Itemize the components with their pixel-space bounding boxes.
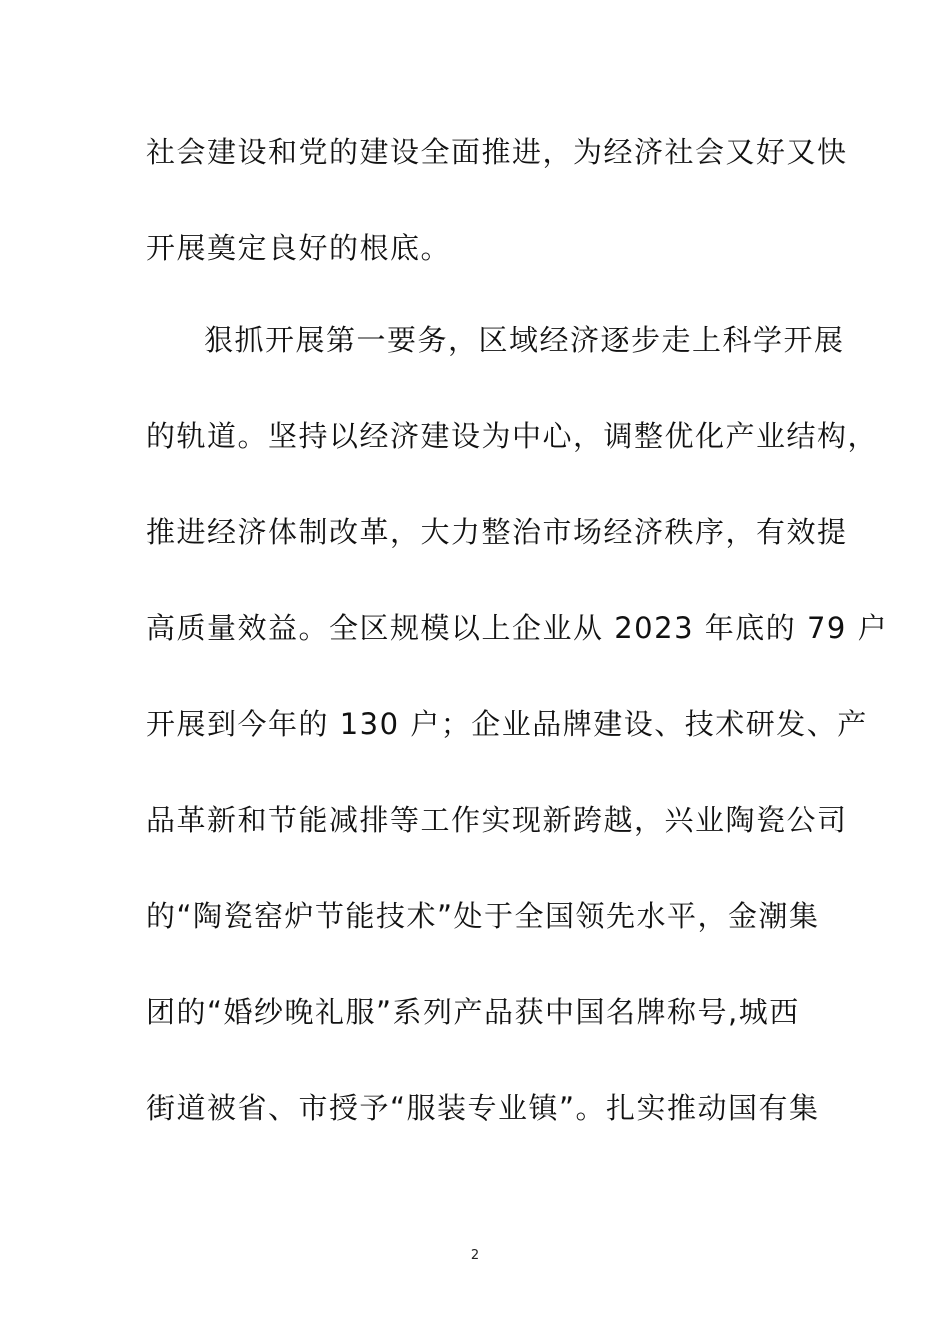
page-number: 2 xyxy=(470,1248,480,1263)
text-line: 高质量效益。全区规模以上企业从 2023 年底的 79 户 xyxy=(146,611,889,645)
text-line: 开展奠定良好的根底。 xyxy=(146,231,452,265)
text-line: 的轨道。坚持以经济建设为中心，调整优化产业结构， xyxy=(146,419,879,453)
body-text xyxy=(146,126,889,1178)
text-line: 的“陶瓷窑炉节能技术”处于全国领先水平，金潮集 xyxy=(146,899,820,933)
text-line: 街道被省、市授予“服装专业镇”。扎实推动国有集 xyxy=(146,1091,820,1125)
text-line: 团的“婚纱晚礼服”系列产品获中国名牌称号,城西 xyxy=(146,995,800,1029)
text-line: 社会建设和党的建设全面推进，为经济社会又好又快 xyxy=(146,135,848,169)
text-line: 品革新和节能减排等工作实现新跨越，兴业陶瓷公司 xyxy=(146,803,848,837)
text-line: 推进经济体制改革，大力整治市场经济秩序，有效提 xyxy=(146,515,848,549)
text-line: 开展到今年的 130 户；企业品牌建设、技术研发、产 xyxy=(146,707,868,741)
paragraph-first-line: 狠抓开展第一要务，区域经济逐步走上科学开展 xyxy=(204,323,845,357)
